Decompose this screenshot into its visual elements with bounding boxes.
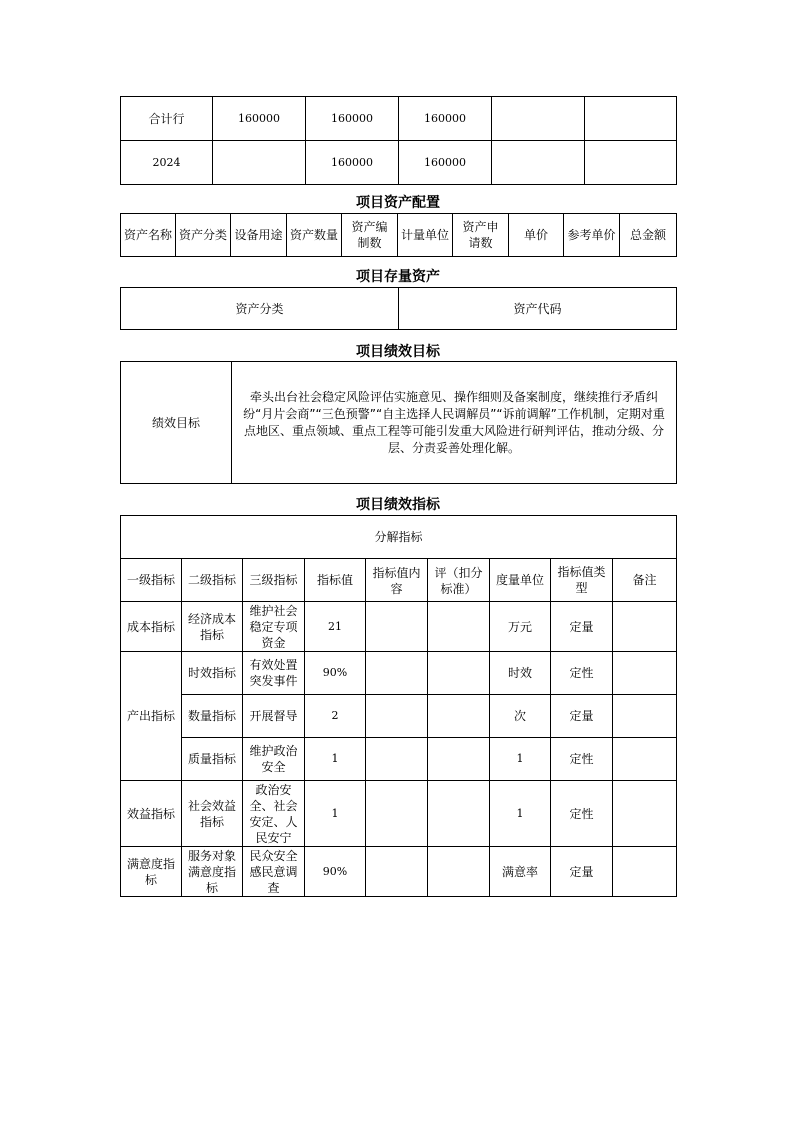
level3-cell: 开展督导 <box>243 695 305 738</box>
content-cell <box>366 652 428 695</box>
value-cell: 1 <box>305 738 366 781</box>
content-cell <box>366 847 428 897</box>
budget-cell: 160000 <box>306 97 399 141</box>
budget-cell <box>585 97 677 141</box>
table-header-cell: 评（扣分标准） <box>428 559 490 602</box>
table-header-cell: 计量单位 <box>398 214 453 257</box>
table-header-cell: 设备用途 <box>231 214 287 257</box>
level1-cost: 成本指标 <box>121 602 182 652</box>
budget-cell: 合计行 <box>121 97 213 141</box>
table-header-cell: 资产申请数 <box>453 214 509 257</box>
table-header-cell: 三级指标 <box>243 559 305 602</box>
stock-assets-table <box>120 287 677 330</box>
budget-year-row <box>121 141 677 185</box>
level2-cell: 服务对象满意度指标 <box>182 847 243 897</box>
value-cell: 1 <box>305 781 366 847</box>
deduct-cell <box>428 781 490 847</box>
stock-assets-header-row <box>121 288 677 330</box>
note-cell <box>613 847 677 897</box>
budget-cell: 160000 <box>306 141 399 185</box>
content-cell <box>366 695 428 738</box>
perf-goal-row <box>121 362 677 484</box>
budget-cell: 160000 <box>399 141 492 185</box>
table-header-cell: 资产分类 <box>121 288 399 330</box>
perf-indicators-title: 项目绩效指标 <box>356 497 440 513</box>
budget-total-row <box>121 97 677 141</box>
level2-cell: 数量指标 <box>182 695 243 738</box>
table-header-cell: 单价 <box>509 214 564 257</box>
perf-goal-text: 牵头出台社会稳定风险评估实施意见、操作细则及备案制度，继续推行矛盾纠纷“月片会商”“三色预警”“自主选择人民调解员”“诉前调解”工作机制，定期对重点地区、重点领域、重点工程等可能引发重大风险进行研判评估，推动分级、分层、分责妥善处理化解。 <box>232 362 677 484</box>
table-header-cell: 一级指标 <box>121 559 182 602</box>
note-cell <box>613 602 677 652</box>
perf-goal-table <box>120 361 677 484</box>
perf-section-row <box>121 516 677 559</box>
content-cell <box>366 781 428 847</box>
table-row <box>121 602 677 652</box>
table-header-cell: 资产分类 <box>176 214 231 257</box>
asset-config-title: 项目资产配置 <box>356 195 440 211</box>
table-row <box>121 847 677 897</box>
level3-cell: 政治安全、社会安定、人民安宁 <box>243 781 305 847</box>
level2-cell: 质量指标 <box>182 738 243 781</box>
budget-cell: 160000 <box>213 97 306 141</box>
note-cell <box>613 652 677 695</box>
table-header-cell: 资产编制数 <box>342 214 398 257</box>
level3-cell: 维护社会稳定专项资金 <box>243 602 305 652</box>
table-row <box>121 738 677 781</box>
table-row <box>121 652 677 695</box>
note-cell <box>613 695 677 738</box>
budget-cell <box>585 141 677 185</box>
table-header-cell: 指标值 <box>305 559 366 602</box>
table-header-cell: 度量单位 <box>490 559 551 602</box>
table-header-cell: 备注 <box>613 559 677 602</box>
content-cell <box>366 602 428 652</box>
level3-cell: 民众安全感民意调查 <box>243 847 305 897</box>
deduct-cell <box>428 738 490 781</box>
perf-header-row <box>121 559 677 602</box>
type-cell: 定量 <box>551 602 613 652</box>
type-cell: 定性 <box>551 652 613 695</box>
level1-satisfaction: 满意度指标 <box>121 847 182 897</box>
value-cell: 90% <box>305 847 366 897</box>
budget-cell <box>213 141 306 185</box>
level3-cell: 维护政治安全 <box>243 738 305 781</box>
table-header-cell: 资产数量 <box>287 214 342 257</box>
type-cell: 定性 <box>551 781 613 847</box>
type-cell: 定性 <box>551 738 613 781</box>
table-header-cell: 参考单价 <box>564 214 620 257</box>
budget-cell: 2024 <box>121 141 213 185</box>
content-cell <box>366 738 428 781</box>
table-header-cell: 总金额 <box>620 214 677 257</box>
unit-cell: 1 <box>490 781 551 847</box>
table-header-cell: 二级指标 <box>182 559 243 602</box>
table-header-cell: 指标值类型 <box>551 559 613 602</box>
type-cell: 定量 <box>551 695 613 738</box>
budget-table <box>120 96 677 185</box>
unit-cell: 时效 <box>490 652 551 695</box>
table-header-cell: 指标值内容 <box>366 559 428 602</box>
unit-cell: 满意率 <box>490 847 551 897</box>
level1-benefit: 效益指标 <box>121 781 182 847</box>
type-cell: 定量 <box>551 847 613 897</box>
level1-output: 产出指标 <box>121 652 182 781</box>
table-header-cell: 资产名称 <box>121 214 176 257</box>
stock-assets-title: 项目存量资产 <box>356 269 440 285</box>
level2-cell: 经济成本指标 <box>182 602 243 652</box>
deduct-cell <box>428 695 490 738</box>
unit-cell: 1 <box>490 738 551 781</box>
level3-cell: 有效处置突发事件 <box>243 652 305 695</box>
table-row <box>121 781 677 847</box>
budget-cell <box>492 141 585 185</box>
table-header-cell: 资产代码 <box>399 288 677 330</box>
value-cell: 21 <box>305 602 366 652</box>
unit-cell: 次 <box>490 695 551 738</box>
value-cell: 90% <box>305 652 366 695</box>
budget-cell: 160000 <box>399 97 492 141</box>
note-cell <box>613 781 677 847</box>
level2-cell: 社会效益指标 <box>182 781 243 847</box>
value-cell: 2 <box>305 695 366 738</box>
perf-goal-label: 绩效目标 <box>121 362 232 484</box>
budget-cell <box>492 97 585 141</box>
deduct-cell <box>428 847 490 897</box>
asset-config-header-row <box>121 214 677 257</box>
note-cell <box>613 738 677 781</box>
asset-config-table <box>120 213 677 257</box>
unit-cell: 万元 <box>490 602 551 652</box>
deduct-cell <box>428 652 490 695</box>
table-row <box>121 695 677 738</box>
perf-goal-title: 项目绩效目标 <box>356 344 440 360</box>
perf-section-header: 分解指标 <box>121 516 677 559</box>
perf-indicators-table <box>120 515 677 897</box>
level2-cell: 时效指标 <box>182 652 243 695</box>
deduct-cell <box>428 602 490 652</box>
